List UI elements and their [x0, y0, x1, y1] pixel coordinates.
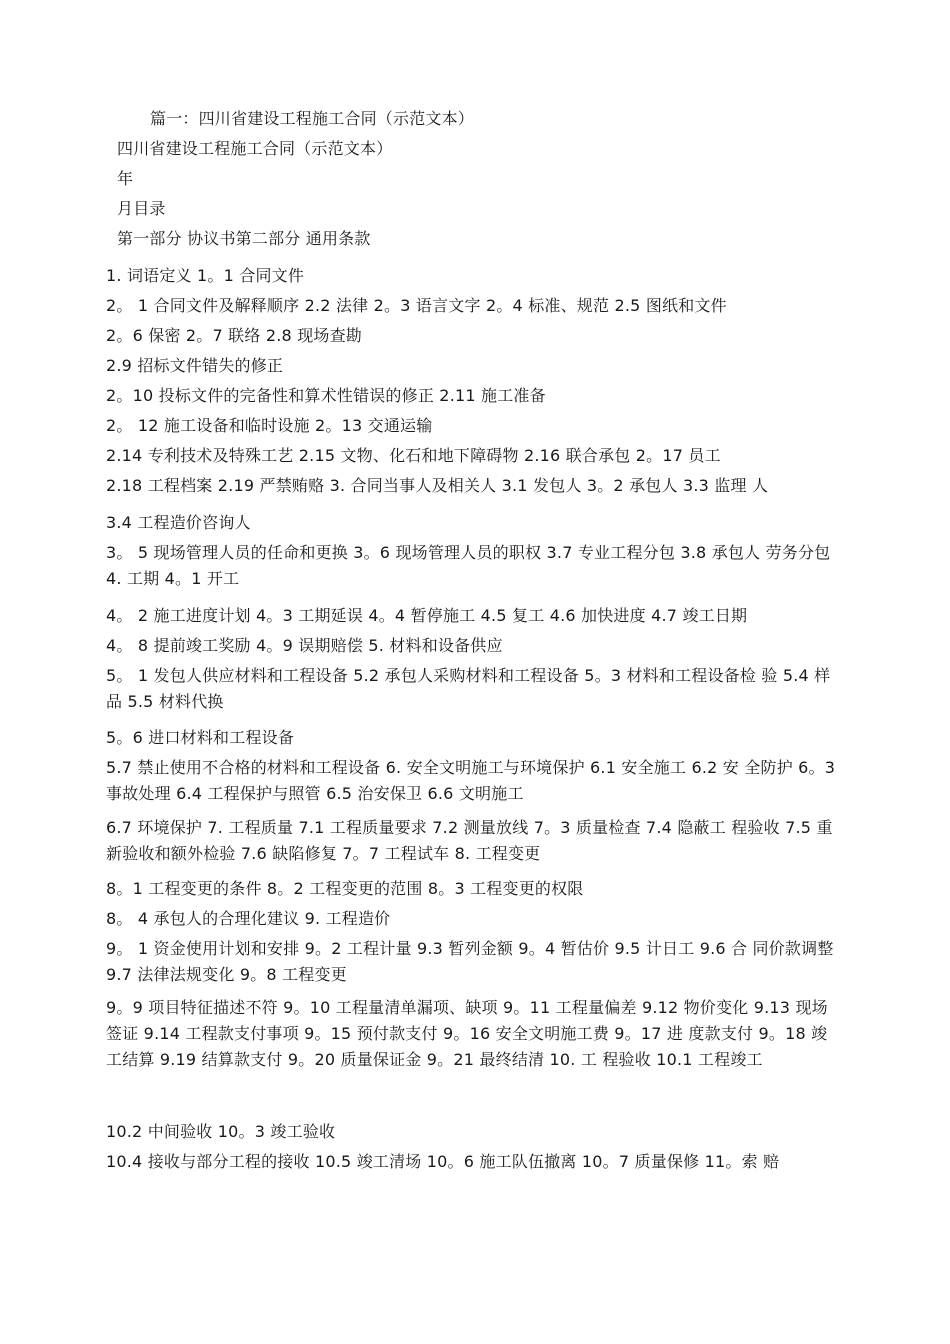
date-month-toc: 月目录 — [117, 199, 166, 218]
date-year: 年 — [117, 169, 134, 188]
document-title: 篇一：四川省建设工程施工合同（示范文本） — [150, 109, 475, 128]
toc-line: 2。6 保密 2。7 联络 2.8 现场查勘 — [106, 326, 362, 345]
toc-line: 3。 5 现场管理人员的任命和更换 3。6 现场管理人员的职权 3.7 专业工程分包 3.8 承包人 劳务分包 4. 工期 4。1 开工 — [106, 543, 831, 588]
toc-parts: 第一部分 协议书第二部分 通用条款 — [117, 229, 371, 248]
toc-line: 2。 12 施工设备和临时设施 2。13 交通运输 — [106, 416, 433, 435]
toc-line: 2.14 专利技术及特殊工艺 2.15 文物、化石和地下障碍物 2.16 联合承包 2。17 员工 — [106, 446, 721, 465]
toc-line: 3.4 工程造价咨询人 — [106, 513, 251, 532]
toc-line: 4。 2 施工进度计划 4。3 工期延误 4。4 暂停施工 4.5 复工 4.6 加快进度 4.7 竣工日期 — [106, 606, 748, 625]
toc-line: 5。 1 发包人供应材料和工程设备 5.2 承包人采购材料和工程设备 5。3 材料和工程设备检 验 5.4 样品 5.5 材料代换 — [106, 666, 831, 711]
toc-line: 4。 8 提前竣工奖励 4。9 误期赔偿 5. 材料和设备供应 — [106, 636, 503, 655]
toc-line: 10.2 中间验收 10。3 竣工验收 — [106, 1122, 336, 1141]
toc-line: 5。6 进口材料和工程设备 — [106, 728, 295, 747]
toc-line: 6.7 环境保护 7. 工程质量 7.1 工程质量要求 7.2 测量放线 7。3 质量检查 7.4 隐蔽工 程验收 7.5 重新验收和额外检验 7.6 缺陷修复 7。7 工程试车 8. 工程变更 — [106, 818, 833, 863]
toc-line: 9。 1 资金使用计划和安排 9。2 工程计量 9.3 暂列金额 9。4 暂估价 9.5 计日工 9.6 合 同价款调整 9.7 法律法规变化 9。8 工程变更 — [106, 939, 834, 984]
toc-line: 9。9 项目特征描述不符 9。10 工程量清单漏项、缺项 9。11 工程量偏差 9.12 物价变化 9.13 现场签证 9.14 工程款支付事项 9。15 预付款支付 9。16 安全文明施工费 9。17 进 度款支付 9。18 竣工结算 9.19 结算款支付 9。20 质量保证金 9。21 最终结清 10. 工 程验收 10.1 工程竣工 — [106, 998, 828, 1069]
toc-line: 2.9 招标文件错失的修正 — [106, 356, 284, 375]
toc-line: 2.18 工程档案 2.19 严禁贿赂 3. 合同当事人及相关人 3.1 发包人 3。2 承包人 3.3 监理 人 — [106, 476, 769, 495]
toc-line: 8。1 工程变更的条件 8。2 工程变更的范围 8。3 工程变更的权限 — [106, 879, 584, 898]
toc-line: 10.4 接收与部分工程的接收 10.5 竣工清场 10。6 施工队伍撤离 10。7 质量保修 11。索 赔 — [106, 1152, 780, 1171]
toc-line: 1. 词语定义 1。1 合同文件 — [106, 266, 305, 285]
toc-line: 8。 4 承包人的合理化建议 9. 工程造价 — [106, 909, 391, 928]
contract-title: 四川省建设工程施工合同（示范文本） — [117, 139, 393, 158]
toc-line: 2。10 投标文件的完备性和算术性错误的修正 2.11 施工准备 — [106, 386, 546, 405]
toc-line: 2。 1 合同文件及解释顺序 2.2 法律 2。3 语言文字 2。4 标准、规范 2.5 图纸和文件 — [106, 296, 727, 315]
toc-line: 5.7 禁止使用不合格的材料和工程设备 6. 安全文明施工与环境保护 6.1 安全施工 6.2 安 全防护 6。3 事故处理 6.4 工程保护与照管 6.5 治安保卫 6.6 文明施工 — [106, 758, 836, 803]
